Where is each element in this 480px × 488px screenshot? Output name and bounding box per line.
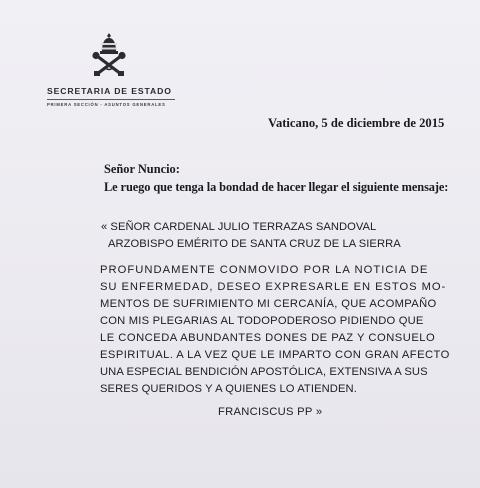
request-line: Le ruego que tenga la bondad de hacer llegar el siguiente mensaje: (104, 180, 449, 194)
message-line: ESPIRITUAL. A LA VEZ QUE LE IMPARTO CON GRAN AFECTO (100, 349, 450, 361)
message-line: UNA ESPECIAL BENDICIÓN APOSTÓLICA, EXTENSIVA A SUS (100, 366, 428, 378)
letterhead-section: PRIMERA SECCIÓN - ASUNTOS GENERALES (47, 102, 166, 107)
message-line: LE CONCEDA ABUNDANTES DONES DE PAZ Y CONSUELO (100, 332, 436, 344)
message-line: CON MIS PLEGARIAS AL TODOPODEROSO PIDIENDO QUE (100, 315, 424, 327)
addressee-line: ARZOBISPO EMÉRITO DE SANTA CRUZ DE LA SIERRA (108, 238, 401, 250)
papal-emblem-icon (88, 32, 130, 78)
message-line: SU ENFERMEDAD, DESEO EXPRESARLE EN ESTOS MO- (100, 281, 447, 293)
dateline: Vaticano, 5 de diciembre de 2015 (268, 116, 445, 130)
message-line: SERES QUERIDOS Y A QUIENES LO ATIENDEN. (100, 383, 357, 395)
signature: FRANCISCUS PP » (218, 406, 323, 418)
letterhead-office: SECRETARIA DE ESTADO (47, 86, 172, 96)
message-line: PROFUNDAMENTE CONMOVIDO POR LA NOTICIA DE (100, 264, 429, 276)
message-line: MENTOS DE SUFRIMIENTO MI CERCANÍA, QUE ACOMPAÑO (100, 298, 437, 310)
letterhead-divider (47, 99, 175, 100)
salutation: Señor Nuncio: (104, 162, 180, 176)
addressee-line: « SEÑOR CARDENAL JULIO TERRAZAS SANDOVAL (101, 221, 377, 233)
